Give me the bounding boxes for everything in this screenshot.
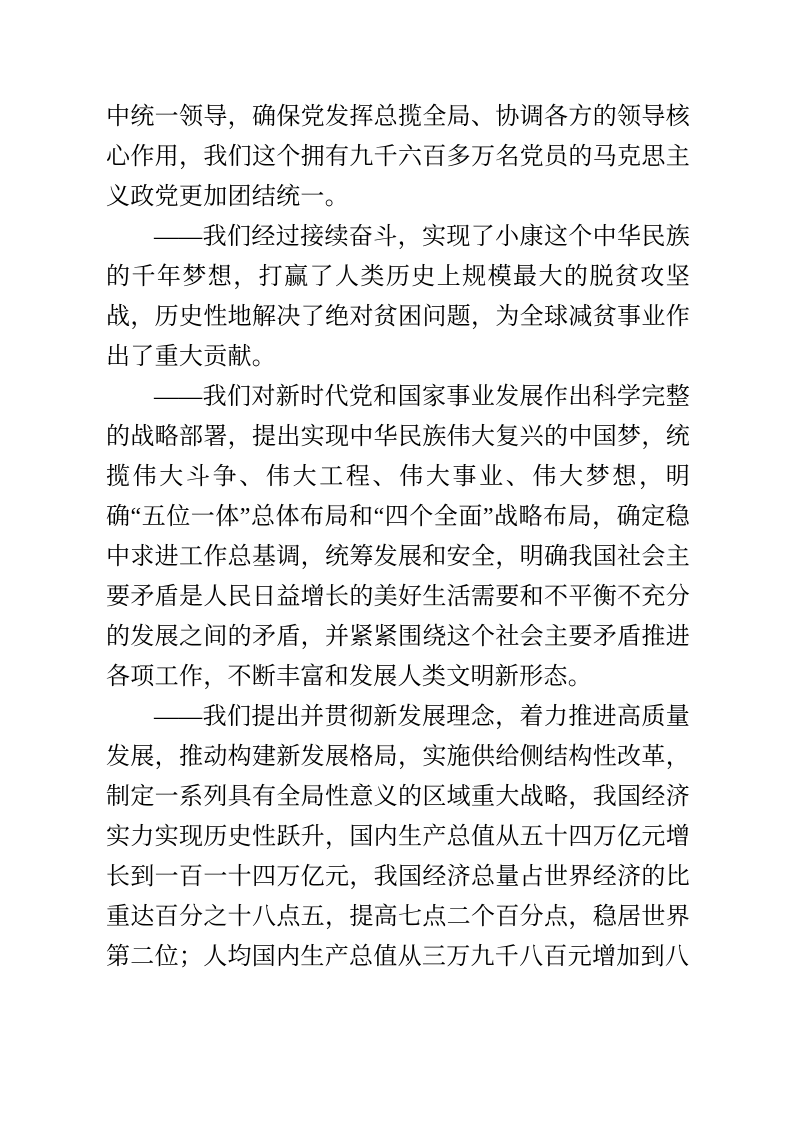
paragraph-party-unity: 中统一领导，确保党发挥总揽全局、协调各方的领导核心作用，我们这个拥有九千六百多万名党员的马克思主义政党更加团结统一。 xyxy=(106,104,690,210)
paragraph-poverty-alleviation: ——我们经过接续奋斗，实现了小康这个中华民族的千年梦想，打赢了人类历史上规模最大的脱贫攻坚战，历史性地解决了绝对贫困问题，为全球减贫事业作出了重大贡献。 xyxy=(106,224,690,370)
paragraph-economic-development: ——我们提出并贯彻新发展理念，着力推进高质量发展，推动构建新发展格局，实施供给侧结构性改革，制定一系列具有全局性意义的区域重大战略，我国经济实力实现历史性跃升，国内生产总值从五十四万亿元增长到一百一十四万亿元，我国经济总量占世界经济的比重达百分之十八点五，提高七点二个百分点，稳居世界第二位；人均国内生产总值从三万九千八百元增加到八 xyxy=(106,704,690,970)
document-body xyxy=(106,97,690,977)
paragraph-strategic-layout: ——我们对新时代党和国家事业发展作出科学完整的战略部署，提出实现中华民族伟大复兴的中国梦，统揽伟大斗争、伟大工程、伟大事业、伟大梦想，明确“五位一体”总体布局和“四个全面”战略布局，确定稳中求进工作总基调，统筹发展和安全，明确我国社会主要矛盾是人民日益增长的美好生活需要和不平衡不充分的发展之间的矛盾，并紧紧围绕这个社会主要矛盾推进各项工作，不断丰富和发展人类文明新形态。 xyxy=(106,384,690,690)
